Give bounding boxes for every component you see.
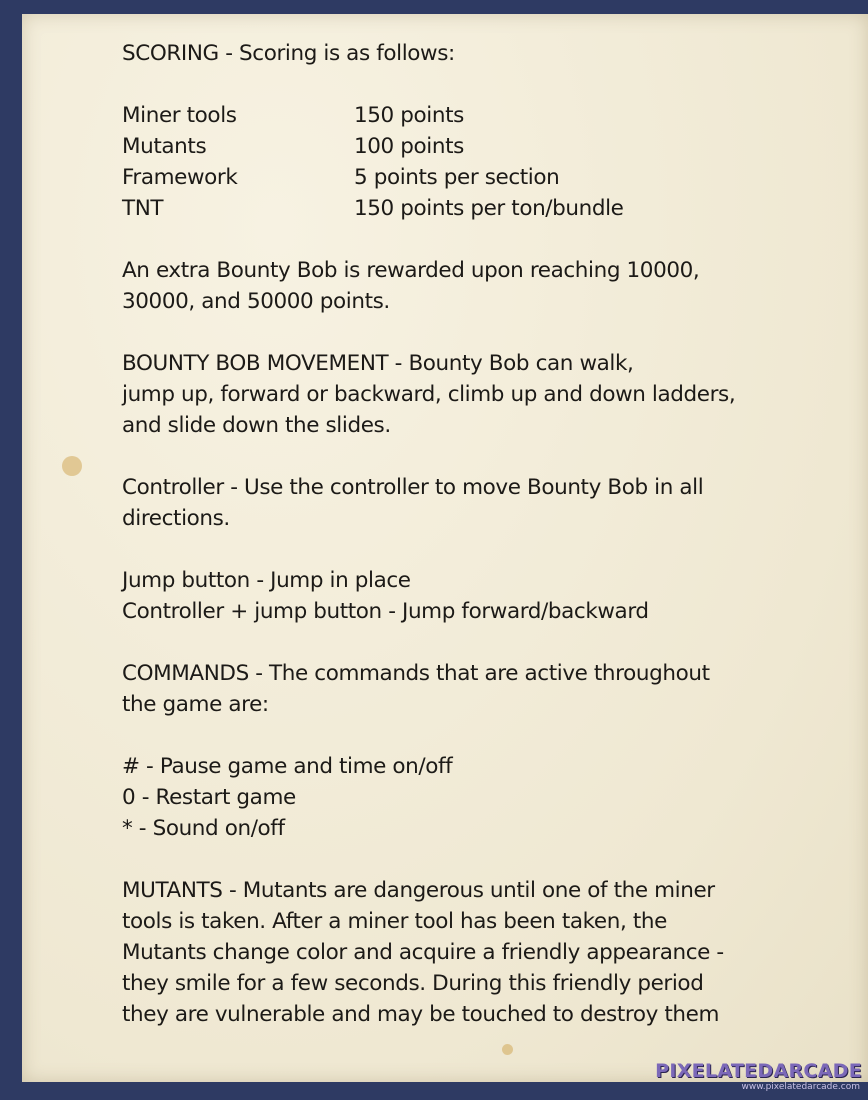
score-points: 5 points per section (354, 165, 560, 190)
mutants-line: tools is taken. After a miner tool has been taken, the (122, 909, 667, 934)
command-item: 0 - Restart game (122, 785, 296, 810)
manual-text (122, 38, 802, 1030)
score-row (122, 193, 802, 224)
controller-line: Controller - Use the controller to move Bounty Bob in all (122, 475, 704, 500)
mutants-line: Mutants change color and acquire a friendly appearance - (122, 940, 724, 965)
paper-stain (62, 456, 82, 476)
watermark-brand: PIXELATEDARCADE (655, 1060, 862, 1082)
extra-life-line: 30000, and 50000 points. (122, 289, 390, 314)
commands-line: the game are: (122, 692, 269, 717)
extra-life-line: An extra Bounty Bob is rewarded upon reaching 10000, (122, 258, 700, 283)
paper-stain (502, 1044, 513, 1055)
watermark (655, 1062, 862, 1092)
movement-line: jump up, forward or backward, climb up and down ladders, (122, 382, 736, 407)
manual-page (22, 14, 868, 1082)
score-points: 150 points (354, 103, 464, 128)
button-line: Controller + jump button - Jump forward/backward (122, 599, 649, 624)
score-points: 100 points (354, 134, 464, 159)
mutants-line: they are vulnerable and may be touched to destroy them (122, 1002, 719, 1027)
commands-line: COMMANDS - The commands that are active throughout (122, 661, 710, 686)
command-item: * - Sound on/off (122, 816, 285, 841)
score-row (122, 131, 802, 162)
score-points: 150 points per ton/bundle (354, 196, 624, 221)
movement-line: BOUNTY BOB MOVEMENT - Bounty Bob can walk, (122, 351, 634, 376)
mutants-line: MUTANTS - Mutants are dangerous until one of the miner (122, 878, 715, 903)
scoring-table (122, 100, 802, 224)
watermark-url: www.pixelatedarcade.com (741, 1082, 860, 1092)
button-line: Jump button - Jump in place (122, 568, 411, 593)
score-item: TNT (122, 196, 164, 221)
controller-line: directions. (122, 506, 230, 531)
movement-line: and slide down the slides. (122, 413, 391, 438)
score-item: Framework (122, 165, 238, 190)
score-item: Miner tools (122, 103, 237, 128)
score-row (122, 162, 802, 193)
command-item: # - Pause game and time on/off (122, 754, 453, 779)
score-row (122, 100, 802, 131)
score-item: Mutants (122, 134, 207, 159)
mutants-line: they smile for a few seconds. During this friendly period (122, 971, 704, 996)
scoring-heading: SCORING - Scoring is as follows: (122, 41, 455, 66)
